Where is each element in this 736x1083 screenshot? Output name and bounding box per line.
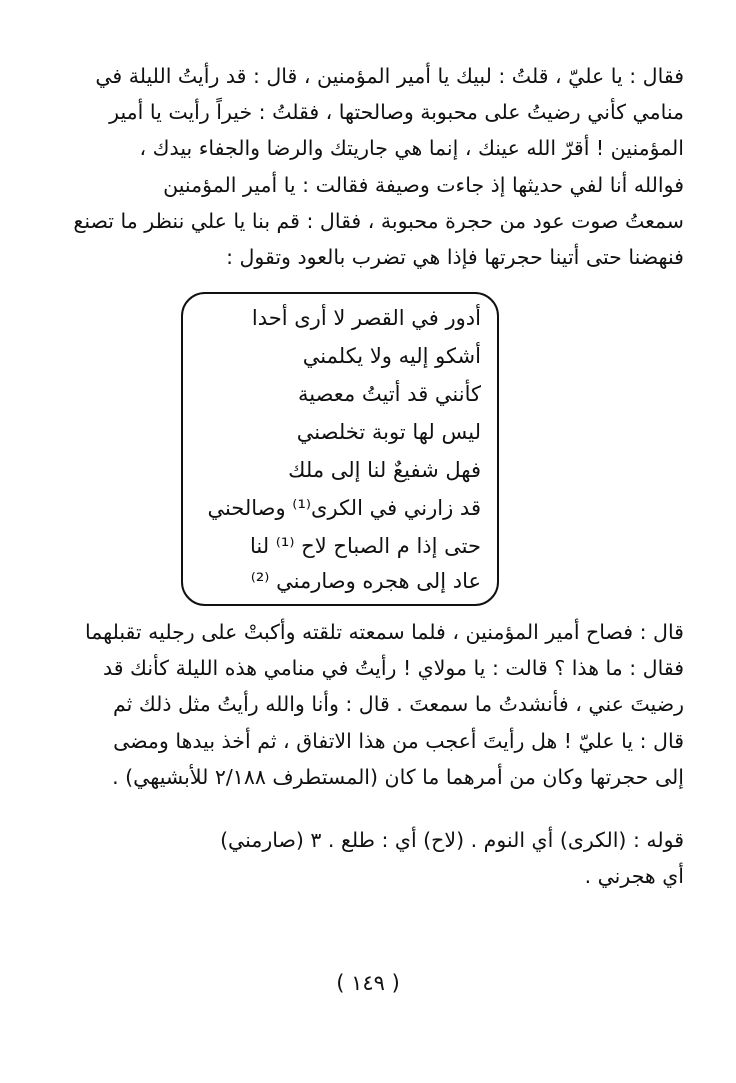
- poem-line: عاد إلى هجره وصارمني ⁽²⁾: [250, 569, 481, 593]
- prose-line: المؤمنين ! أقرّ الله عينك ، إنما هي جاريتك والرضا والجفاء بيدك ،: [139, 136, 684, 161]
- footnote-block: [44, 822, 684, 894]
- poem-line: فهل شفيعٌ لنا إلى ملك: [288, 458, 481, 482]
- prose-line: منامي كأني رضيتُ على محبوبة وصالحتها ، فقلتُ : خيراً رأيت يا أمير: [109, 100, 684, 125]
- prose-line: قال : يا عليّ ! هل رأيتَ أعجب من هذا الاتفاق ، ثم أخذ بيدها ومضى: [113, 728, 684, 753]
- prose-line: سمعتُ صوت عود من حجرة محبوبة ، فقال : قم بنا يا علي ننظر ما تصنع: [73, 208, 684, 233]
- prose-block-top: [44, 58, 684, 275]
- poem-line: حتى إذا م الصباح لاح ⁽¹⁾ لنا: [249, 534, 481, 558]
- page-number: ( ١٤٩ ): [336, 971, 400, 995]
- prose-line: رضيتَ عني ، فأنشدتُ ما سمعتَ . قال : وأنا والله رأيتُ مثل ذلك ثم: [113, 692, 684, 717]
- poem-line: كأنني قد أتيتُ معصية: [298, 382, 481, 406]
- poem-line: أشكو إليه ولا يكلمني: [302, 344, 481, 368]
- footnote-line: قوله : (الكرى) أي النوم . (لاح) أي : طلع . ٣ (صارمني): [220, 828, 684, 852]
- prose-line: فقال : يا عليّ ، قلتُ : لبيك يا أمير المؤمنين ، قال : قد رأيتُ الليلة في: [95, 64, 684, 88]
- prose-line: إلى حجرتها وكان من أمرهما ما كان (المستطرف ٢/١٨٨ للأبشيهي) .: [112, 764, 684, 789]
- prose-line: فوالله أنا لفي حديثها إذ جاءت وصيفة فقالت : يا أمير المؤمنين: [163, 172, 684, 197]
- poem-line: أدور في القصر لا أرى أحدا: [251, 306, 481, 330]
- prose-block-after: [44, 614, 684, 795]
- prose-line: فقال : ما هذا ؟ قالت : يا مولاي ! رأيتُ في منامي هذه الليلة كأنك قد: [102, 656, 684, 681]
- prose-line: فنهضنا حتى أتينا حجرتها فإذا هي تضرب بالعود وتقول :: [226, 245, 684, 270]
- poem-line: قد زارني في الكرى⁽¹⁾ وصالحني: [207, 496, 481, 520]
- poem-box: [181, 292, 499, 606]
- poem-line: ليس لها توبة تخلصني: [296, 420, 481, 444]
- footnote-line: أي هجرني .: [584, 864, 684, 889]
- prose-line: قال : فصاح أمير المؤمنين ، فلما سمعته تلقته وأكبتْ على رجليه تقبلهما: [85, 620, 684, 644]
